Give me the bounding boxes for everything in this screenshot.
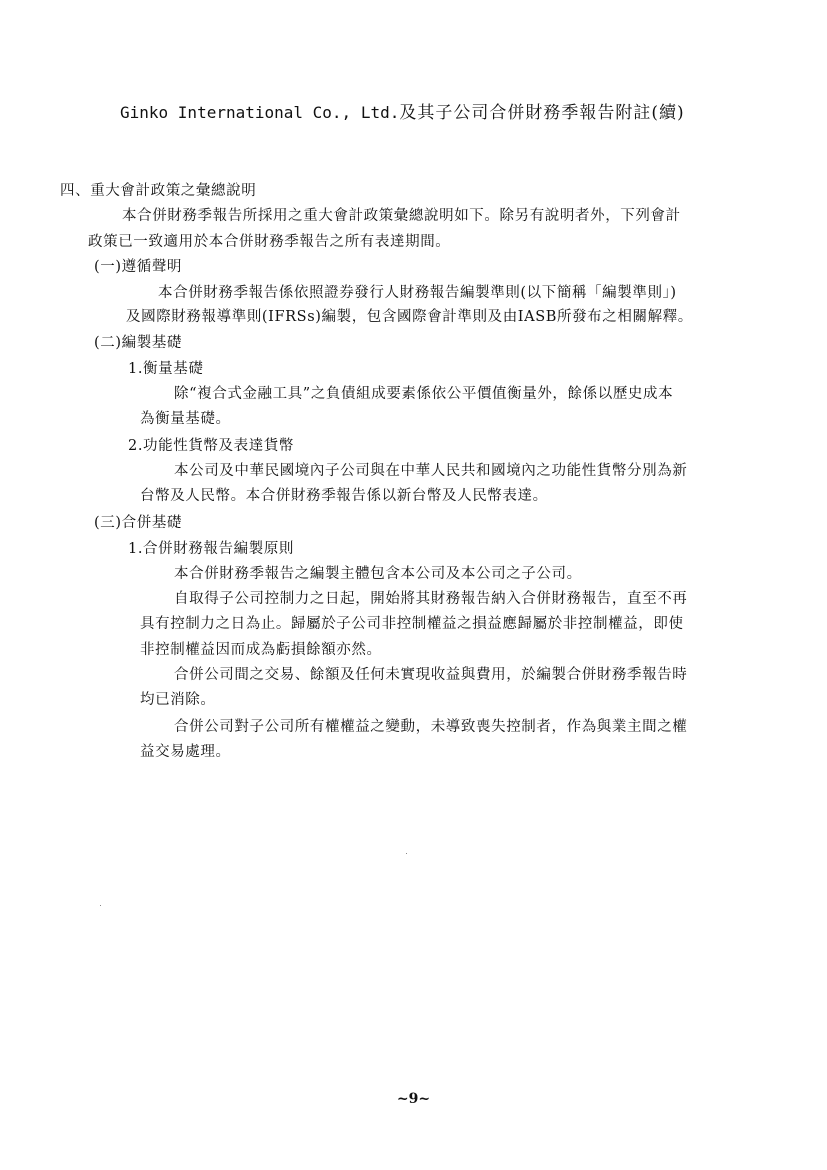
paragraph-line: 合併公司間之交易、餘額及任何未實現收益與費用，於編製合併財務季報告時 (174, 667, 688, 683)
item-heading: 2.功能性貨幣及表達貨幣 (128, 438, 295, 454)
section-heading: 四、重大會計政策之彙總說明 (60, 183, 257, 199)
paragraph-line: 本公司及中華民國境內子公司與在中華人民共和國境內之功能性貨幣分別為新 (174, 463, 688, 479)
paragraph-line: 均已消除。 (140, 692, 216, 708)
item-heading: 1.合併財務報告編製原則 (128, 541, 295, 557)
scan-speck (406, 853, 407, 854)
paragraph-line: 除“複合式金融工具”之負債組成要素係依公平價值衡量外，餘係以歷史成本 (174, 386, 674, 402)
page-header-title (120, 102, 685, 124)
subsection-heading: (三)合併基礎 (94, 515, 183, 531)
page-number: ~9~ (396, 1091, 431, 1107)
paragraph-line: 本合併財務季報告係依照證券發行人財務報告編製準則(以下簡稱「編製準則」) (158, 285, 677, 301)
header-company-name: Ginko International Co., Ltd. (120, 103, 400, 122)
paragraph-line: 自取得子公司控制力之日起，開始將其財務報告納入合併財務報告，直至不再 (174, 591, 688, 607)
paragraph-line: 具有控制力之日為止。歸屬於子公司非控制權益之損益應歸屬於非控制權益，即使 (140, 616, 684, 632)
paragraph-line: 非控制權益因而成為虧損餘額亦然。 (140, 642, 382, 658)
paragraph-line: 及國際財務報導準則(IFRSs)編製，包含國際會計準則及由IASB所發布之相關解釋。 (126, 309, 693, 325)
scan-speck (100, 905, 101, 906)
paragraph-line: 政策已一致適用於本合併財務季報告之所有表達期間。 (88, 234, 451, 250)
paragraph-line: 益交易處理。 (140, 744, 231, 760)
header-title-suffix: 及其子公司合併財務季報告附註(續) (399, 103, 685, 123)
paragraph-line: 本合併財務季報告之編製主體包含本公司及本公司之子公司。 (174, 566, 582, 582)
paragraph-line: 台幣及人民幣。本合併財務季報告係以新台幣及人民幣表達。 (140, 488, 548, 504)
paragraph-line: 合併公司對子公司所有權權益之變動，未導致喪失控制者，作為與業主間之權 (174, 719, 688, 735)
subsection-heading: (二)編製基礎 (94, 335, 183, 351)
paragraph-line: 為衡量基礎。 (140, 411, 231, 427)
subsection-heading: (一)遵循聲明 (94, 259, 183, 275)
item-heading: 1.衡量基礎 (128, 361, 204, 377)
paragraph-line: 本合併財務季報告所採用之重大會計政策彙總說明如下。除另有說明者外，下列會計 (122, 208, 681, 224)
